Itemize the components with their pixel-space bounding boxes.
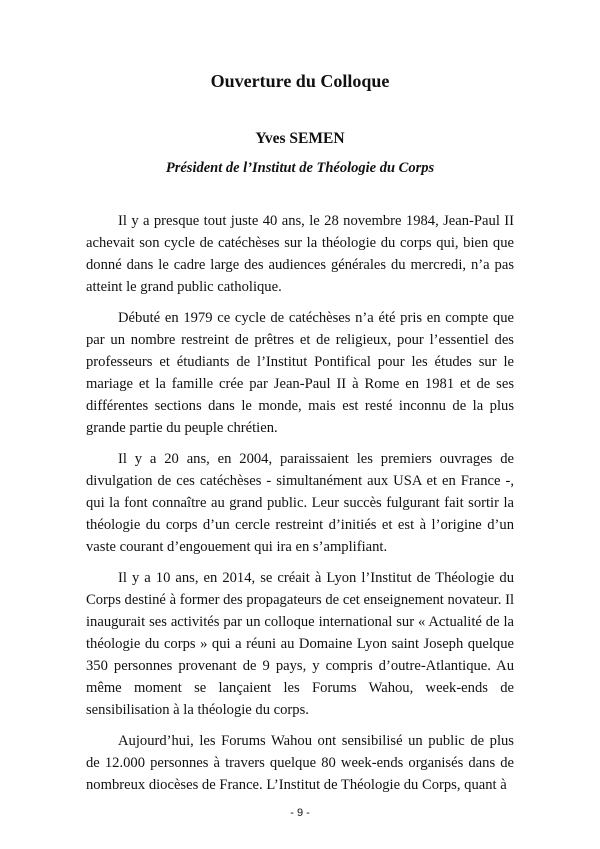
page-number: - 9 -: [290, 807, 310, 819]
author-affiliation: Président de l’Institut de Théologie du Corps: [165, 160, 435, 176]
page-title: Ouverture du Colloque: [210, 71, 390, 91]
paragraph-5: Aujourd’hui, les Forums Wahou ont sensibilisé un public de plus de 12.000 personnes à travers quelque 80 week-ends organisés dans de nombreux diocèses de France. L’Institut de Théologie du Corps, quant à: [86, 733, 514, 793]
paragraph-3: Il y a 20 ans, en 2004, paraissaient les premiers ouvrages de divulgation de ces catéchèses - simultanément aux USA et en France -, qui la font connaître au grand public. Leur succès fulgurant fait sortir la théologie du corps d’un cercle restreint d’initiés et est à l’origine d’un vaste courant d’engouement qui ira en s’amplifiant.: [86, 451, 514, 555]
author-name: Yves SEMEN: [255, 130, 345, 147]
paragraph-1: Il y a presque tout juste 40 ans, le 28 novembre 1984, Jean-Paul II achevait son cycle de catéchèses sur la théologie du corps qui, bien que donné dans le cadre large des audiences générales du mercredi, n’a pas atteint le grand public catholique.: [86, 213, 514, 295]
paragraph-4: Il y a 10 ans, en 2014, se créait à Lyon l’Institut de Théologie du Corps destiné à former des propagateurs de cet enseignement novateur. Il inaugurait ses activités par un colloque international sur « Actualité de la théologie du corps » qui a réuni au Domaine Lyon saint Joseph quelque 350 personnes provenant de 9 pays, y compris d’outre-Atlantique. Au même moment se lançaient les Forums Wahou, week-ends de sensibilisation à la théologie du corps.: [86, 570, 514, 718]
paragraph-2: Débuté en 1979 ce cycle de catéchèses n’a été pris en compte que par un nombre restreint de prêtres et de religieux, pour l’essentiel des professeurs et étudiants de l’Institut Pontifical pour les études sur le mariage et la famille crée par Jean-Paul II à Rome en 1981 et de ses différentes sections dans le monde, mais est resté inconnu de la plus grande partie du peuple chrétien.: [86, 310, 514, 436]
body-text: [86, 210, 514, 805]
